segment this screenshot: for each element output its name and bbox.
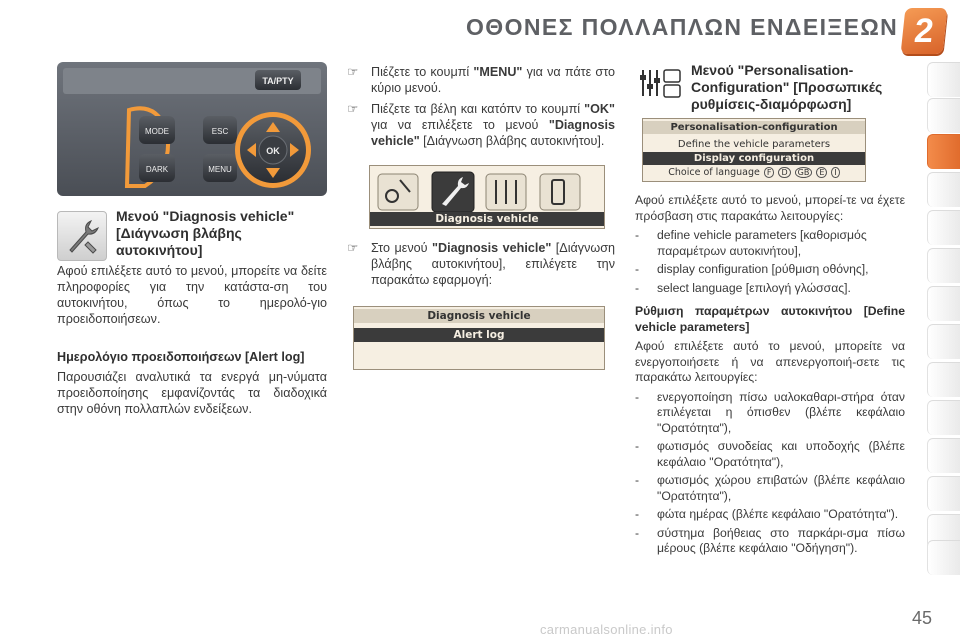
choice-of-language-item[interactable]: Choice of language — [668, 167, 760, 178]
language-flag-icon[interactable]: GB — [795, 167, 813, 178]
chapter-tab[interactable] — [927, 172, 960, 207]
left-column — [57, 263, 327, 425]
parameter-item: - σύστημα βοήθειας στο παρκάρι-σμα πίσω μέρους (βλέπε κεφάλαιο "Οδήγηση"). — [635, 525, 905, 555]
right-column — [635, 193, 905, 560]
personalisation-screen-header: Personalisation-configuration — [643, 121, 865, 134]
personalisation-menu-title: Μενού "Personalisation-Configuration" [Προσωπικές ρυθμίσεις-διαμόρφωση] — [691, 62, 883, 112]
chapter-tab[interactable] — [927, 476, 960, 511]
function-item: - select language [επιλογή γλώσσας]. — [635, 280, 851, 295]
middle-column-step3 — [347, 240, 615, 293]
step-3: ☞ Στο μενού "Diagnosis vehicle" [Διάγνωση βλάβης αυτοκινήτου], επιλέγετε την παρακάτω εφαρμογή: — [347, 241, 615, 287]
chapter-tab[interactable] — [927, 438, 960, 473]
hand-pointer-icon: ☞ — [347, 65, 359, 79]
svg-text:MODE: MODE — [145, 127, 169, 136]
chapter-tab[interactable] — [927, 62, 960, 97]
display-configuration-item[interactable]: Display configuration — [643, 152, 865, 165]
alert-log-heading: Ημερολόγιο προειδοποιήσεων [Alert log] — [57, 350, 305, 364]
svg-text:ESC: ESC — [211, 127, 229, 136]
ok-button[interactable] — [259, 136, 287, 164]
personalisation-screen — [642, 118, 866, 182]
alert-log-menu-item[interactable]: Alert log — [354, 328, 604, 342]
diagnosis-intro: Αφού επιλέξετε αυτό το μενού, μπορείτε να δείτε πληροφορίες για την κατάστα-ση του αυτοκινήτου, όπως το ημερολό-γιο προειδοποιήσεων. — [57, 264, 327, 326]
define-vehicle-parameters-item[interactable]: Define the vehicle parameters — [677, 139, 831, 150]
parameter-item: - φώτα ημέρας (βλέπε κεφάλαιο "Ορατότητα"). — [635, 507, 899, 521]
chapter-tab[interactable] — [927, 324, 960, 359]
step-1: ☞ Πιέζετε το κουμπί "MENU" για να πάτε στο κύριο μενού. — [347, 65, 616, 95]
hand-pointer-icon: ☞ — [347, 102, 359, 116]
esc-button[interactable] — [203, 116, 237, 144]
diagnosis-submenu-header: Diagnosis vehicle — [354, 309, 604, 323]
personalisation-intro: Αφού επιλέξετε αυτό το μενού, μπορεί-τε να έχετε πρόσβαση στις παρακάτω λειτουργίες: — [635, 193, 905, 223]
chapter-tab[interactable] — [927, 248, 960, 283]
chapter-tab[interactable] — [927, 210, 960, 245]
svg-text:MENU: MENU — [208, 165, 232, 174]
middle-column-steps — [347, 64, 615, 154]
vehicle-parameters-heading: Ρύθμιση παραμέτρων αυτοκινήτου [Define vehicle parameters] — [635, 304, 905, 334]
language-flag-icon[interactable]: D — [778, 167, 790, 178]
audio-icon — [378, 174, 418, 210]
dark-button[interactable] — [139, 154, 175, 182]
main-menu-screen — [369, 165, 605, 229]
hand-pointer-icon: ☞ — [347, 241, 359, 255]
mode-button[interactable] — [139, 116, 175, 144]
diagnosis-menu-title: Μενού "Diagnosis vehicle" [Διάγνωση βλάβης αυτοκινήτου] — [116, 208, 295, 258]
chapter-tab-active[interactable] — [927, 134, 960, 169]
vehicle-parameters-intro: Αφού επιλέξετε αυτό το μενού, μπορείτε να ενεργοποιήσετε ή να απενεργοποιή-σετε τις παρακάτω λειτουργίες: — [635, 339, 905, 384]
chapter-tab[interactable] — [927, 98, 960, 133]
chapter-number-badge: 2 — [901, 8, 948, 54]
diagnosis-wrench-icon — [432, 172, 474, 212]
language-flag-icon[interactable]: I — [831, 167, 839, 178]
svg-text:OK: OK — [266, 146, 280, 156]
chapter-tab[interactable] — [927, 286, 960, 321]
phone-icon — [540, 174, 580, 210]
language-flag-icon[interactable]: F — [764, 167, 775, 178]
function-item: - define vehicle parameters [καθορισμός παραμέτρων αυτοκινήτου], — [635, 228, 867, 258]
chapter-tabs — [927, 62, 960, 574]
page-title: ΟΘΟΝΕΣ ΠΟΛΛΑΠΛΩΝ ΕΝΔΕΙΞΕΩΝ — [466, 14, 899, 40]
parameter-item: - ενεργοποίηση πίσω υαλοκαθαρι-στήρα όταν επιλέγεται η όπισθεν (βλέπε κεφάλαιο "Ορατότητα"), — [635, 389, 905, 435]
personalisation-menu-icon — [637, 66, 683, 100]
svg-text:DARK: DARK — [145, 165, 169, 174]
svg-text:TA/PTY: TA/PTY — [262, 76, 294, 86]
chapter-tab[interactable] — [927, 540, 960, 575]
page-number: 45 — [912, 608, 933, 628]
parameter-item: - φωτισμός χώρου επιβατών (βλέπε κεφάλαιο "Ορατότητα"), — [635, 473, 905, 503]
chapter-tab[interactable] — [927, 362, 960, 397]
chapter-tab[interactable] — [927, 400, 960, 435]
menu-button[interactable] — [203, 154, 237, 182]
control-panel-image — [57, 62, 327, 196]
wrench-icon — [58, 212, 106, 260]
main-menu-selected-label: Diagnosis vehicle — [370, 212, 604, 226]
step-2: ☞ Πιέζετε τα βέλη και κατόπν το κουμπί "OK" για να επιλέξετε το μενού "Diagnosis vehicle" [Διάγνωση βλάβης αυτοκινήτου]. — [347, 102, 615, 148]
ta-pty-button[interactable] — [255, 70, 301, 90]
watermark: carmanualsonline.info — [540, 622, 673, 637]
language-flag-icon[interactable]: E — [816, 167, 827, 178]
parameter-item: - φωτισμός συνοδείας και υποδοχής (βλέπε κεφάλαιο "Ορατότητα"), — [635, 439, 905, 469]
alert-log-text: Παρουσιάζει αναλυτικά τα ενεργά μη-νύματα προειδοποίησης εμφανίζοντάς τα διαδοχικά στην οθόνη πολλαπλών ενδείξεων. — [57, 370, 327, 416]
settings-sliders-icon — [637, 66, 683, 100]
diagnosis-submenu-screen — [353, 306, 605, 370]
settings-sliders-icon — [486, 174, 526, 210]
diagnosis-menu-icon — [57, 211, 107, 261]
function-item: - display configuration [ρύθμιση οθόνης], — [635, 262, 869, 276]
